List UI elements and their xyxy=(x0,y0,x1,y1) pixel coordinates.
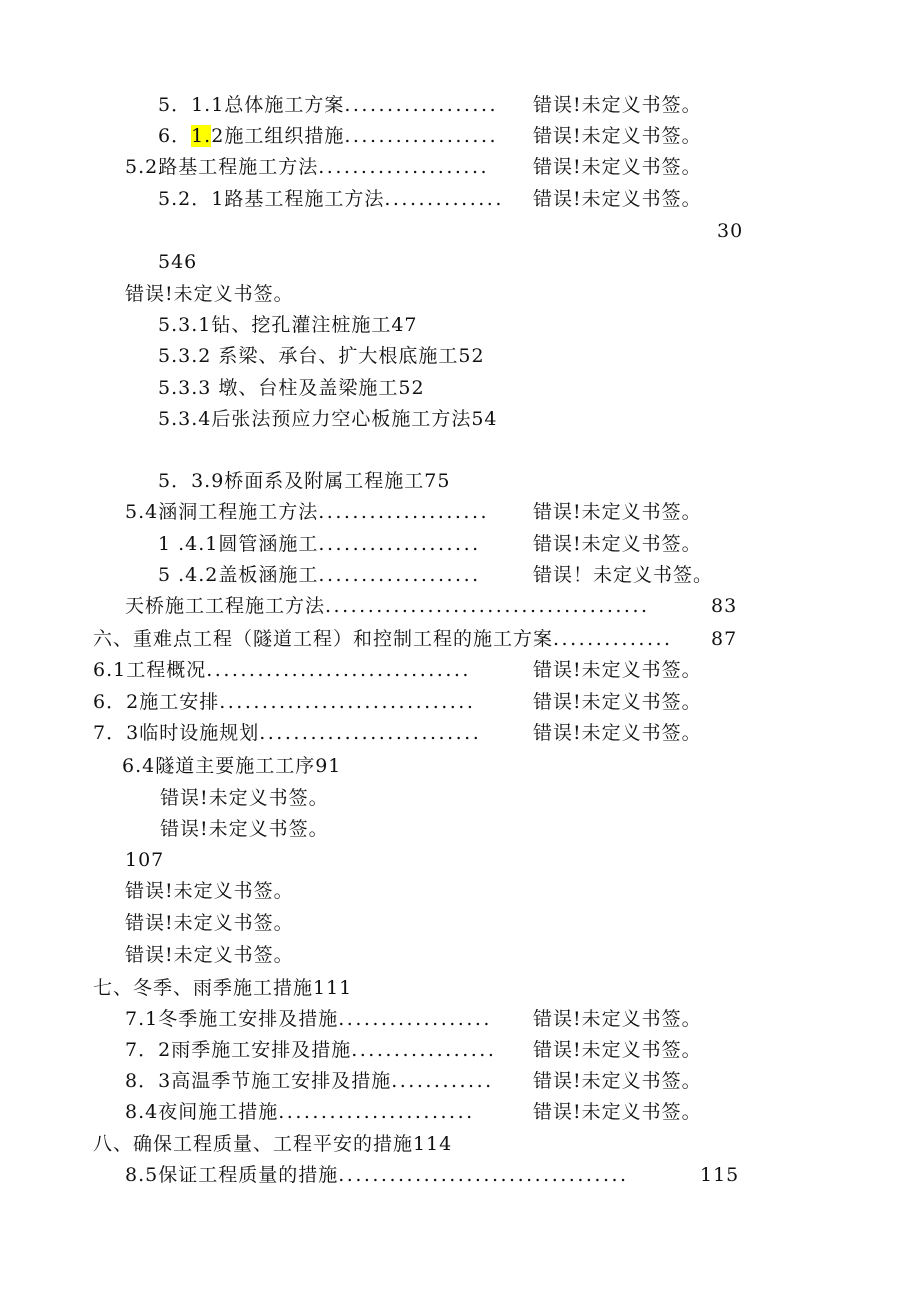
toc-error-ref: 错误!未定义书签。 xyxy=(533,1101,702,1123)
toc-number: 8.5 xyxy=(125,1164,159,1186)
toc-leader-dots: ............ xyxy=(391,1070,494,1092)
toc-title: 夜间施工措施 xyxy=(158,1101,279,1123)
toc-number: 5．1.1 xyxy=(158,94,225,116)
toc-chapter-entry: 八、确保工程质量、工程平安的措施114 xyxy=(93,1133,453,1155)
toc-number: 7.1 xyxy=(125,1008,159,1030)
toc-entry: 5.3.3 墩、台柱及盖梁施工52 xyxy=(158,377,425,399)
toc-error-ref: 错误!未定义书签。 xyxy=(160,787,329,809)
page-number-text: 546 xyxy=(158,251,198,273)
toc-leader-dots: ................. xyxy=(351,1039,497,1061)
toc-entry: 5．3.9桥面系及附属工程施工75 xyxy=(158,470,451,492)
toc-entry xyxy=(158,561,481,589)
toc-leader-dots: ................... xyxy=(318,533,481,555)
toc-title: 天桥施工工程施工方法 xyxy=(125,595,326,617)
toc-number: 8．3 xyxy=(125,1070,172,1092)
toc-number: 6．2 xyxy=(93,691,140,713)
toc-title: 六、重难点工程（隧道工程）和控制工程的施工方案 xyxy=(93,628,554,650)
toc-error-ref: 错误!未定义书签。 xyxy=(125,944,294,966)
toc-entry xyxy=(125,592,650,620)
toc-number: 5 .4.2 xyxy=(158,564,219,586)
toc-entry xyxy=(125,498,489,526)
toc-error-ref: 错误!未定义书签。 xyxy=(533,156,702,178)
toc-title: 涵洞工程施工方法 xyxy=(158,501,319,523)
toc-title: 工程概况 xyxy=(126,659,207,681)
toc-title: 总体施工方案 xyxy=(224,94,345,116)
toc-entry xyxy=(158,91,498,119)
toc-title: 临时设施规划 xyxy=(139,722,260,744)
toc-error-ref: 错误!未定义书签。 xyxy=(533,1008,702,1030)
highlighted-number: 1. xyxy=(191,125,212,147)
toc-leader-dots: .............................. xyxy=(219,691,476,713)
toc-entry xyxy=(125,1161,629,1189)
toc-leader-dots: .................... xyxy=(318,156,490,178)
toc-entry xyxy=(158,122,498,150)
toc-entry: 6.4隧道主要施工工序91 xyxy=(122,755,342,777)
toc-number: 5.2．1 xyxy=(158,188,225,210)
toc-chapter-entry xyxy=(93,625,673,653)
page-number-text: 107 xyxy=(125,849,165,871)
toc-error-ref: 错误!未定义书签。 xyxy=(125,912,294,934)
toc-chapter-entry: 七、冬季、雨季施工措施111 xyxy=(93,977,353,999)
toc-error-ref: 错误!未定义书签。 xyxy=(533,501,702,523)
toc-error-ref: 错误!未定义书签。 xyxy=(533,125,702,147)
toc-leader-dots: ............................... xyxy=(206,659,471,681)
toc-number-prefix: 6． xyxy=(158,125,192,147)
toc-error-ref: 错误!未定义书签。 xyxy=(533,691,702,713)
toc-leader-dots: .................. xyxy=(344,125,499,147)
toc-leader-dots: ................... xyxy=(318,564,481,586)
toc-title: 高温季节施工安排及措施 xyxy=(171,1070,392,1092)
toc-number: 5.4 xyxy=(125,501,159,523)
toc-entry xyxy=(93,656,471,684)
toc-entry: 5.3.1钻、挖孔灌注桩施工47 xyxy=(158,314,418,336)
toc-entry xyxy=(158,185,504,213)
toc-leader-dots: .................... xyxy=(318,501,490,523)
toc-entry xyxy=(125,1098,475,1126)
toc-entry xyxy=(158,530,481,558)
toc-title: 路基工程施工方法 xyxy=(224,188,385,210)
toc-entry xyxy=(125,1005,492,1033)
toc-title: 施工安排 xyxy=(139,691,220,713)
toc-error-ref: 错误!未定义书签。 xyxy=(533,94,702,116)
toc-title: 冬季施工安排及措施 xyxy=(158,1008,339,1030)
toc-title: 盖板涵施工 xyxy=(218,564,319,586)
toc-page-number: 115 xyxy=(700,1164,740,1186)
toc-error-ref: 错误!未定义书签。 xyxy=(533,1039,702,1061)
toc-error-ref: 错误!未定义书签。 xyxy=(533,1070,702,1092)
toc-entry: 5.3.2 系梁、承台、扩大根底施工52 xyxy=(158,345,485,367)
toc-leader-dots: .............. xyxy=(553,628,673,650)
toc-leader-dots: .................. xyxy=(344,94,499,116)
toc-entry xyxy=(93,719,481,747)
toc-number: 8.4 xyxy=(125,1101,159,1123)
toc-number: 7．2 xyxy=(125,1039,172,1061)
toc-entry xyxy=(125,1036,496,1064)
toc-error-ref: 错误!未定义书签。 xyxy=(160,818,329,840)
toc-leader-dots: .......................... xyxy=(259,722,482,744)
toc-page-number: 87 xyxy=(711,628,738,650)
toc-leader-dots: .................................. xyxy=(338,1164,629,1186)
toc-title: 保证工程质量的措施 xyxy=(158,1164,339,1186)
toc-entry xyxy=(125,153,489,181)
toc-number: 1 .4.1 xyxy=(158,533,219,555)
toc-error-ref: 错误！未定义书签。 xyxy=(533,564,714,586)
toc-number: 5.2 xyxy=(125,156,159,178)
toc-entry xyxy=(93,688,475,716)
toc-entry xyxy=(125,1067,494,1095)
toc-title: 雨季施工安排及措施 xyxy=(171,1039,352,1061)
toc-title: 施工组织措施 xyxy=(224,125,345,147)
toc-error-ref: 错误!未定义书签。 xyxy=(533,659,702,681)
toc-error-ref: 错误!未定义书签。 xyxy=(533,188,702,210)
toc-number: 6.1 xyxy=(93,659,127,681)
toc-number-suffix: 2 xyxy=(211,125,225,147)
toc-title: 圆管涵施工 xyxy=(218,533,319,555)
toc-entry: 5.3.4后张法预应力空心板施工方法54 xyxy=(158,408,498,430)
toc-leader-dots: .................. xyxy=(338,1008,492,1030)
page-number-text: 30 xyxy=(717,220,744,242)
toc-error-ref: 错误!未定义书签。 xyxy=(533,533,702,555)
toc-leader-dots: ....................... xyxy=(278,1101,475,1123)
toc-page-number: 83 xyxy=(711,595,738,617)
toc-leader-dots: ...................................... xyxy=(325,595,650,617)
toc-error-ref: 错误!未定义书签。 xyxy=(125,880,294,902)
toc-leader-dots: .............. xyxy=(384,188,504,210)
toc-title: 路基工程施工方法 xyxy=(158,156,319,178)
toc-number: 7．3 xyxy=(93,722,140,744)
toc-error-ref: 错误!未定义书签。 xyxy=(125,283,294,305)
toc-error-ref: 错误!未定义书签。 xyxy=(533,722,702,744)
